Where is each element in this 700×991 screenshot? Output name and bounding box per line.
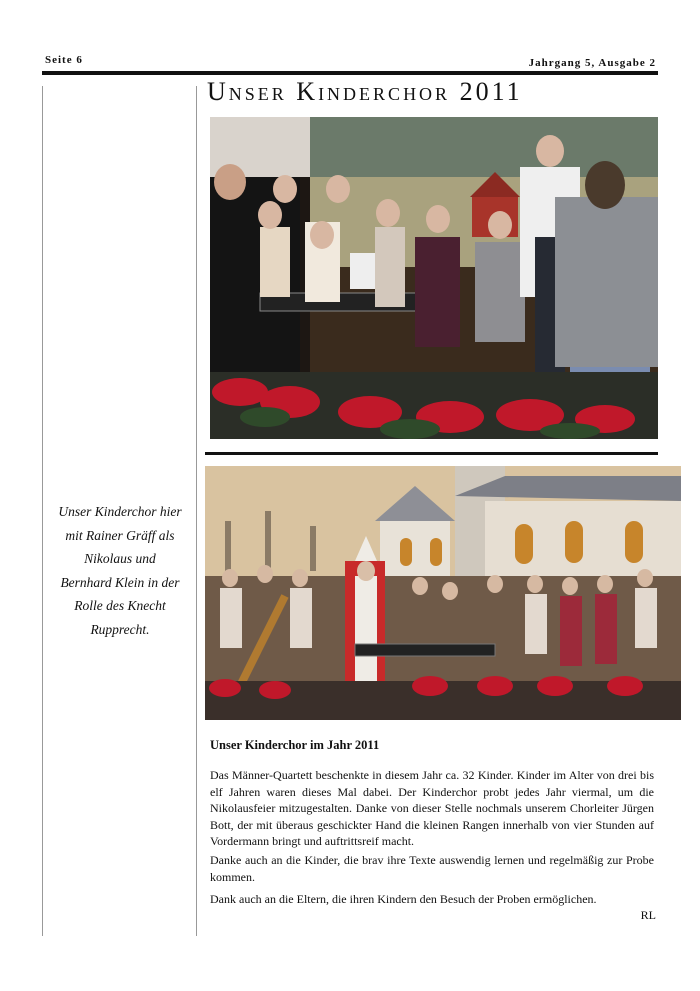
article-paragraph: Dank auch an die Eltern, die ihren Kindern den Besuch der Proben ermöglichen. [210,892,597,906]
choir-photo-top [210,117,658,439]
article-heading: Unser Kinderchor im Jahr 2011 [210,738,380,752]
caption-line: Nikolaus und [84,551,156,566]
article-paragraph: Das Männer-Quartett beschenkte in diesem Jahr ca. 32 Kinder. Kinder im Alter von drei bis elf Jahren waren dieses Mal dabei. Der Kinderchor probt jedes Jahr viermal, um die Nikolausfeier mitzugestalten. Danke von dieser Stelle nochmals unserem Chorleiter Jürgen Bott, der mit überaus geschickter Hand die kleinen Rangen innerhalb von vier Stunden auf Vordermann bringt und auftrittsreif macht. [210,768,654,848]
caption-line: Rolle des Knecht [74,598,166,613]
page-title: Unser Kinderchor 2011 [207,77,523,106]
caption-line: Rupprecht. [90,621,150,637]
photo-caption [46,500,194,641]
caption-line: Bernhard Klein in der [60,574,180,590]
caption-line: Unser Kinderchor hier [58,504,182,519]
header-rule [42,71,658,75]
left-column-line [42,86,43,936]
issue-info: Jahrgang 5, Ausgabe 2 [528,57,656,69]
caption-line: mit Rainer Gräff als [65,527,175,543]
choir-photo-nikolaus [205,466,681,720]
article-paragraph: Danke auch an die Kinder, die brav ihre Texte auswendig lernen und regelmäßig zur Probe kommen. [210,853,654,884]
author-signature: RL [640,908,656,922]
photo-separator-rule [205,452,658,455]
page-number: Seite 6 [45,54,83,66]
column-divider-line [196,86,197,936]
